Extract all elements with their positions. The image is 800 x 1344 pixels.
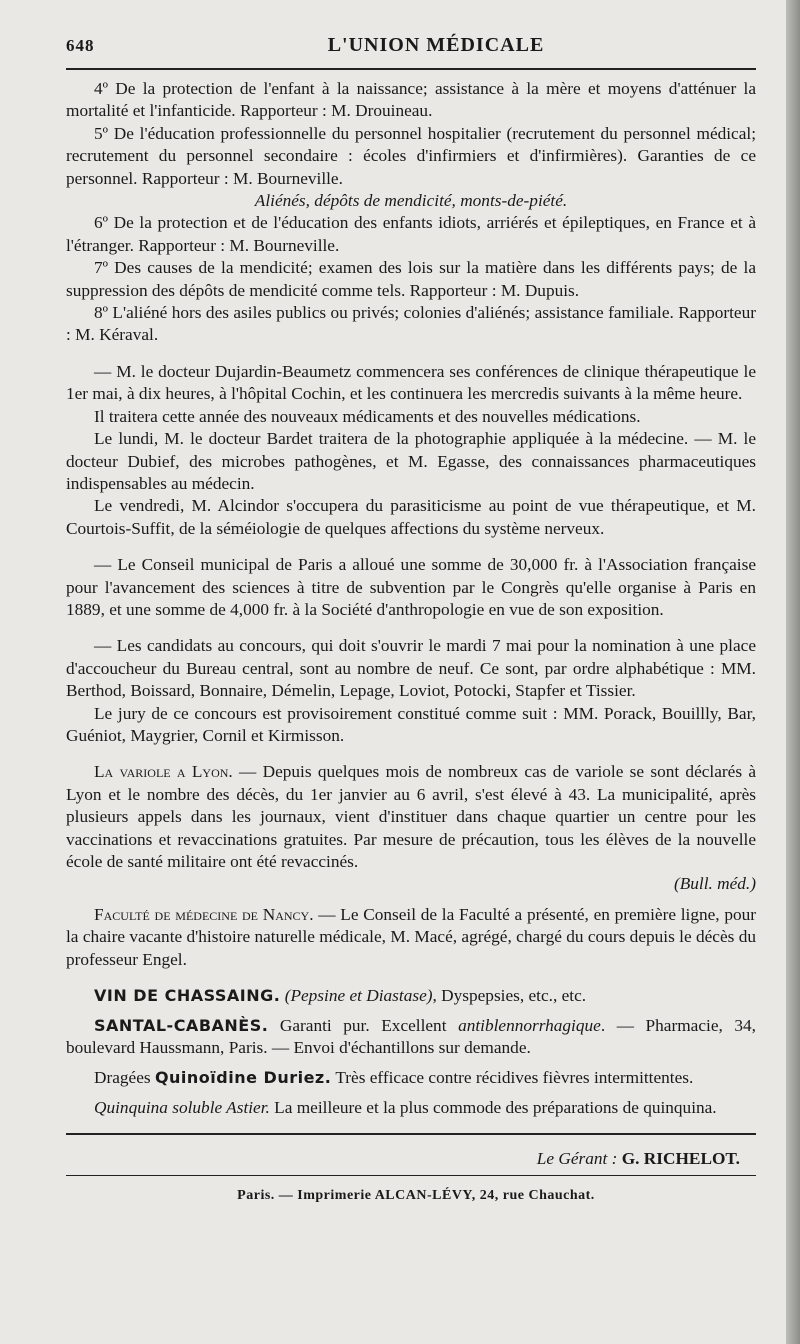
ad-quinquina — [66, 1097, 756, 1119]
variole-paragraph — [66, 761, 756, 873]
dujardin-paragraph: — M. le docteur Dujardin-Beaumetz commencera ses conférences de clinique thérapeutique le 1er mai, à dix heures, à l'hôpital Cochin, et les continuera les mercredis suivants à la même heure. — [66, 361, 756, 404]
gerant-name: G. RICHELOT. — [621, 1149, 740, 1169]
variole-lead: La variole a Lyon. — [94, 762, 233, 782]
vin-composition: (Pepsine et Diastase) — [284, 986, 433, 1006]
faculte-text: — Le Conseil de la Faculté a présenté, en première ligne, pour la chaire vacante d'histoire naturelle médicale, M. Macé, agrégé, chargé du cours depuis le décès du professeur Engel. — [66, 904, 757, 969]
gerant-label: Le Gérant : — [536, 1149, 618, 1169]
gerant-signature — [72, 1149, 740, 1169]
running-title: L'UNION MÉDICALE — [327, 34, 545, 56]
dragees-text-b: Très efficace contre récidives fièvres intermittentes. — [331, 1068, 694, 1088]
footer-rule-2 — [66, 1175, 756, 1176]
printer-imprint: Paris. — Imprimerie ALCAN-LÉVY, 24, rue Chauchat. — [237, 1188, 595, 1204]
footer-rule — [66, 1133, 756, 1135]
subheading-alienes: Aliénés, dépôts de mendicité, monts-de-piété. — [254, 191, 568, 211]
vin-name: VIN DE CHASSAING. — [94, 986, 281, 1006]
item-6: 6º De la protection et de l'éducation des enfants idiots, arriérés et épileptiques, en France et à l'étranger. Rapporteur : M. Bourneville. — [66, 213, 756, 255]
page-number: 648 — [66, 36, 95, 55]
faculte-paragraph — [66, 904, 756, 971]
dragees-text-a: Dragées — [94, 1068, 155, 1088]
ad-santal — [66, 1015, 756, 1059]
variole-source: (Bull. méd.) — [673, 874, 756, 894]
santal-italic: antiblennorrhagique — [458, 1016, 601, 1036]
concours-paragraph: — Les candidats au concours, qui doit s'ouvrir le mardi 7 mai pour la nomination à une place d'accoucheur du Bureau central, sont au nombre de neuf. Ce sont, par ordre alphabétique : MM. Berthod, Boissard, Bonnaire, Démelin, Lepage, Loviot, Potocki, Stapfer et Tissier. — [66, 636, 756, 701]
item-5: 5º De l'éducation professionnelle du personnel hospitalier (recrutement du personnel médical; recrutement du personnel secondaire : écoles d'infirmiers et d'infirmières). Garanties de ce personnel. Rapporteur : M. Bourneville. — [66, 123, 756, 188]
item-4: 4º De la protection de l'enfant à la naissance; assistance à la mère et moyens d'atténuer la mortalité et l'infanticide. Rapporteur : M. Drouineau. — [66, 79, 756, 121]
article-body — [66, 70, 756, 1119]
item-8: 8º L'aliéné hors des asiles publics ou privés; colonies d'aliénés; assistance familiale. Rapporteur : M. Kéraval. — [66, 303, 756, 345]
variole-text: — Depuis quelques mois de nombreux cas de variole se sont déclarés à Lyon et le nombre des décès, du 1er janvier au 6 avril, s'est élevé à 43. La municipalité, après plusieurs appels dans les journaux, vient d'instituer dans chaque quartier un centre pour les vaccinations et revaccinations gratuites. Par mesure de précaution, tous les élèves de la nouvelle école de santé militaire ont été revaccinés. — [66, 762, 756, 871]
page-header — [66, 20, 760, 60]
dujardin-paragraph-4: Le vendredi, M. Alcindor s'occupera du parasiticisme au point de vue thérapeutique, et M. Courtois-Suffit, de la séméiologie de quelques affections du système nerveux. — [66, 496, 756, 538]
santal-text-a: Garanti pur. Excellent — [268, 1016, 459, 1036]
dragees-name: Quinoïdine Duriez. — [154, 1068, 332, 1088]
vin-rest: , Dyspepsies, etc., etc. — [432, 986, 587, 1006]
ad-dragees — [66, 1067, 756, 1089]
dujardin-paragraph-3: Le lundi, M. le docteur Bardet traitera de la photographie appliquée à la médecine. — M. le docteur Dubief, des microbes pathogènes, et M. Egasse, des connaissances pharmaceutiques indispensables au médecin. — [66, 429, 756, 493]
quinquina-name: Quinquina soluble Astier. — [94, 1098, 270, 1118]
page-gutter-shadow — [786, 0, 800, 1344]
dujardin-paragraph-2: Il traitera cette année des nouveaux médicaments et des nouvelles médications. — [94, 406, 641, 426]
quinquina-text: La meilleure et la plus commode des préparations de quinquina. — [269, 1098, 717, 1118]
ad-vin-chassaing — [66, 985, 756, 1007]
santal-text-b: . — Pharmacie, 34, boulevard Haussmann, Paris. — Envoi d'échantillons sur demande. — [66, 1016, 756, 1058]
santal-name: SANTAL-CABANÈS. — [94, 1016, 269, 1036]
faculte-lead: Faculté de médecine de Nancy. — [94, 904, 314, 924]
jury-paragraph: Le jury de ce concours est provisoirement constitué comme suit : MM. Porack, Bouillly, Bar, Guéniot, Maygrier, Cornil et Kirmisson. — [66, 703, 756, 745]
conseil-paragraph: — Le Conseil municipal de Paris a alloué une somme de 30,000 fr. à l'Association française pour l'avancement des sciences à titre de subvention par le Congrès qu'elle organise à Paris en 1889, et une somme de 4,000 fr. à la Société d'anthropologie en vue de son exposition. — [66, 555, 756, 619]
item-7: 7º Des causes de la mendicité; examen des lois sur la matière dans les différents pays; de la suppression des dépôts de mendicité comme tels. Rapporteur : M. Dupuis. — [66, 258, 756, 300]
